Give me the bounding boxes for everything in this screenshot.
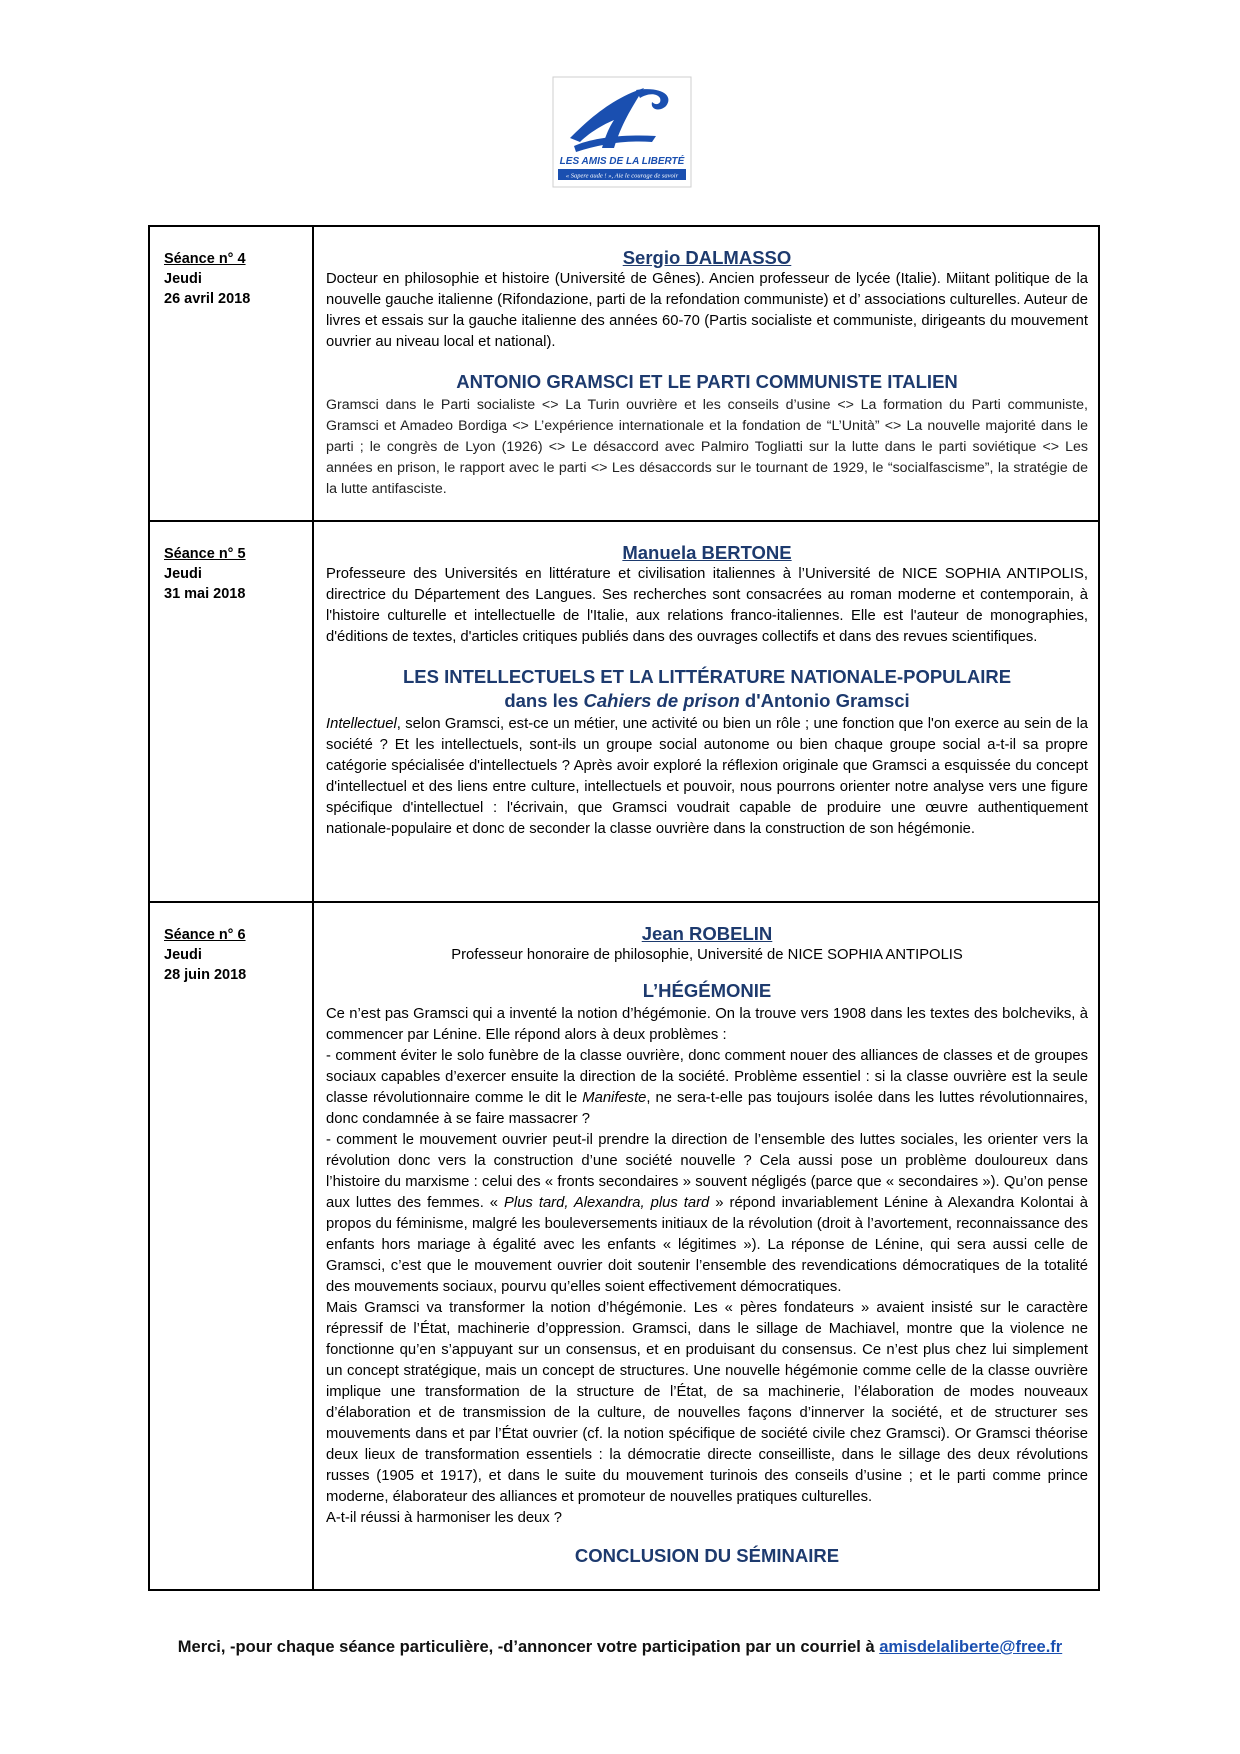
subtitle-italic: Cahiers de prison xyxy=(583,690,740,711)
session-row-5 xyxy=(149,521,1099,902)
summary-italic: Intellectuel xyxy=(326,716,397,732)
p3-italic: Plus tard, Alexandra, plus tard xyxy=(504,1195,710,1211)
p2-italic: Manifeste xyxy=(582,1090,647,1106)
paragraph-3 xyxy=(326,1130,1088,1298)
session-meta xyxy=(149,521,313,902)
sessions-table xyxy=(148,225,1100,1591)
session-content xyxy=(313,226,1099,521)
session-row-6 xyxy=(149,902,1099,1590)
session-meta xyxy=(149,226,313,521)
session-date: 28 juin 2018 xyxy=(164,967,247,983)
speaker-bio: Docteur en philosophie et histoire (Université de Gênes). Ancien professeur de lycée (Italie). Miitant politique de la nouvelle gauche italienne (Rifondazione, parti de la refondation communiste) et d’ associations culturelles. Auteur de livres et essais sur la gauche italienne des années 60-70 (Partis socialiste et communiste, dirigeants du mouvement ouvrier au niveau local et national). xyxy=(326,271,1088,350)
p2-text-b: , ne sera-t-elle pas toujours isolée dans les luttes révolutionnaires, donc condamnée à se faire massacrer ? xyxy=(326,1090,1089,1127)
logo-name: LES AMIS DE LA LIBERTÉ xyxy=(559,156,685,167)
speaker-affiliation: Professeur honoraire de philosophie, Université de NICE SOPHIA ANTIPOLIS xyxy=(451,947,963,963)
session-date: 26 avril 2018 xyxy=(164,291,251,307)
session-title: L’HÉGÉMONIE xyxy=(642,980,772,1001)
logo-image xyxy=(552,76,692,188)
session-day: Jeudi xyxy=(164,271,202,287)
summary-text: , selon Gramsci, est-ce un métier, une activité ou bien un rôle ; une fonction que l'on exerce au sein de la société ? Et les intellectuels, sont-ils un groupe social autonome ou bien chaque groupe social a-t-il sa propre catégorie spécialisée d'intellectuels ? Après avoir exploré la réflexion originale que Gramsci a esquissée du concept d'intellectuel et des liens entre culture, intellectuels et pouvoir, nous pourrons orienter notre analyse vers une figure spécifique d'intellectuel : l'écrivain, que Gramsci voudrait capable de produire une œuvre authentiquement nationale-populaire et donc de seconder la classe ouvrière dans la construction de son hégémonie. xyxy=(326,716,1088,837)
session-summary: Gramsci dans le Parti socialiste <> La Turin ouvrière et les conseils d’usine <> La formation du Parti communiste, Gramsci et Amadeo Bordiga <> L’expérience internationale et la fondation de “L’Unità” <> La nouvelle majorité dans le parti ; le congrès de Lyon (1926) <> Le désaccord avec Palmiro Togliatti sur la lutte dans le parti soviétique <> Les années en prison, le rapport avec le parti <> Les désaccords sur le tournant de 1929, le “socialfascisme”, la stratégie de la lutte antifasciste. xyxy=(326,397,1088,497)
session-day: Jeudi xyxy=(164,947,202,963)
paragraph-1: Ce n’est pas Gramsci qui a inventé la notion d’hégémonie. On la trouve vers 1908 dans les textes des bolcheviks, à commencer par Lénine. Elle répond alors à deux problèmes : xyxy=(326,1006,1088,1043)
session-day: Jeudi xyxy=(164,566,202,582)
subtitle-post: d'Antonio Gramsci xyxy=(739,690,910,711)
p2-text-a: - comment éviter le solo funèbre de la classe ouvrière, donc comment nouer des alliances de classes et de groupes sociaux capables d’exercer ensuite la direction de la société. Problème essentiel : si la classe ouvrière est la seule classe révolutionnaire comme le dit le xyxy=(326,1048,1088,1106)
session-date: 31 mai 2018 xyxy=(164,586,246,602)
session-title: LES INTELLECTUELS ET LA LITTÉRATURE NATIONALE-POPULAIRE xyxy=(402,666,1012,687)
session-row-4 xyxy=(149,226,1099,521)
email-link[interactable]: amisdelaliberte@free.fr xyxy=(879,1638,1063,1656)
paragraph-5: A-t-il réussi à harmoniser les deux ? xyxy=(326,1510,563,1526)
speaker-name: Manuela BERTONE xyxy=(622,542,792,563)
p3-text-b: » répond invariablement Lénine à Alexandra Kolontai à propos du féminisme, malgré les bouleversements initiaux de la révolution (droit à l’avortement, reconnaissance des enfants hors mariage à égalité avec les enfants « légitimes »). La réponse de Lénine, qui sera aussi celle de Gramsci, c’est que le mouvement ouvrier doit soutenir l’ensemble des revendications démocratiques de la totalité des mouvements sociaux, pourvu qu’elles soient effectivement démocratiques. xyxy=(326,1195,1088,1295)
subtitle-pre: dans les xyxy=(504,690,584,711)
paragraph-4: Mais Gramsci va transformer la notion d’hégémonie. Les « pères fondateurs » avaient insisté sur le caractère répressif de l’État, machinerie d’oppression. Gramsci, dans le sillage de Machiavel, montre que la violence ne fonctionne qu’en s’appuyant sur un consensus, et en produisant du consensus. Ce n’est plus chez lui simplement un concept stratégique, mais un concept de structures. Une nouvelle hégémonie comme celle de la classe ouvrière implique une transformation de la structure de l’État, de sa machinerie, l’élaboration de modes nouveaux d’élaboration et de transmission de la culture, de nouvelles façons d’innerver la société, et de structurer ses mouvements dans et par l’État ouvrier (cf. la notion spécifique de société civile chez Gramsci). Or Gramsci théorise deux lieux de transformation essentiels : la démocratie directe conseilliste, dans le sillage des deux révolutions russes (1905 et 1917), et dans le suite du mouvement turinois des conseils d’usine ; et le parti comme prince moderne, élaborateur des alliances et promoteur de nouvelles pratiques culturelles. xyxy=(326,1300,1088,1505)
paragraph-2 xyxy=(326,1046,1088,1130)
p3-text-a: - comment le mouvement ouvrier peut-il prendre la direction de l’ensemble des luttes sociales, les orienter vers la révolution donc vers la construction d’une société nouvelle ? Cela aussi pose un problème douloureux dans l’histoire du marxisme : celui des « fronts secondaires » souvent négligés (parce que « secondaires »). Qu’on pense aux luttes des femmes. « xyxy=(326,1132,1088,1211)
session-content xyxy=(313,521,1099,902)
session-summary xyxy=(326,714,1088,840)
speaker-bio: Professeure des Universités en littérature et civilisation italiennes à l’Université de NICE SOPHIA ANTIPOLIS, directrice du Département des Langues. Ses recherches sont consacrées au roman moderne et contemporain, à l'histoire culturelle et intellectuelle de l'Italie, aux relations franco-italiennes. Elle est l'auteur de monographies, d'éditions de textes, d'articles critiques publiés dans des ouvrages collectifs et dans des revues scientifiques. xyxy=(326,566,1088,645)
session-number: Séance n° 4 xyxy=(164,251,246,267)
session-title: ANTONIO GRAMSCI ET LE PARTI COMMUNISTE ITALIEN xyxy=(456,371,958,392)
footer-text: Merci, -pour chaque séance particulière, -d’annoncer votre participation par un courriel à xyxy=(177,1638,880,1656)
footer xyxy=(0,1638,1240,1657)
speaker-name: Sergio DALMASSO xyxy=(622,247,792,268)
logo-motto: « Sapere aude ! », Aie le courage de savoir xyxy=(565,172,679,180)
session-number: Séance n° 6 xyxy=(164,927,246,943)
session-meta xyxy=(149,902,313,1590)
session-number: Séance n° 5 xyxy=(164,546,246,562)
session-content xyxy=(313,902,1099,1590)
session-subtitle xyxy=(326,690,1088,712)
speaker-name: Jean ROBELIN xyxy=(641,923,773,944)
logo xyxy=(552,76,692,188)
conclusion-title: CONCLUSION DU SÉMINAIRE xyxy=(574,1545,840,1566)
